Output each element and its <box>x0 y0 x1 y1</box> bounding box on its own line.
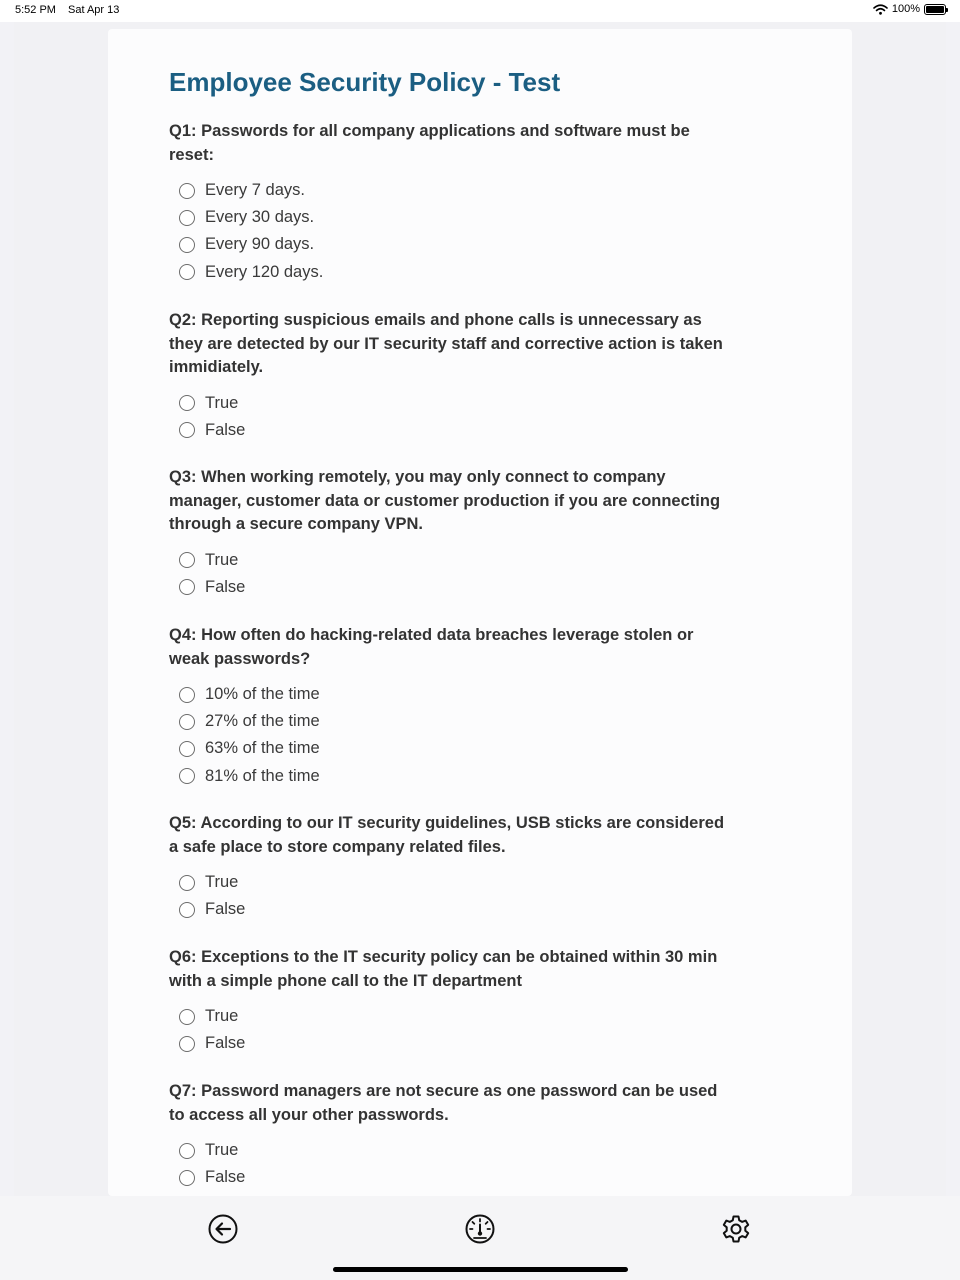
back-button[interactable] <box>206 1212 240 1246</box>
question-text: Q6: Exceptions to the IT security policy can be obtained within 30 min with a simple phone call to the IT department <box>169 948 718 990</box>
question-5 <box>169 812 729 923</box>
radio-button[interactable] <box>179 422 195 438</box>
dashboard-gauge-icon <box>464 1213 496 1245</box>
battery-percentage: 100% <box>891 3 920 15</box>
question-4 <box>169 624 729 790</box>
option-label: False <box>205 1168 246 1187</box>
question-text: Q1: Passwords for all company applications and software must be reset: <box>169 122 690 164</box>
option-label: Every 7 days. <box>205 181 305 200</box>
radio-button[interactable] <box>179 1036 195 1052</box>
option-label: True <box>205 873 239 892</box>
answer-option[interactable] <box>169 896 729 923</box>
answer-option[interactable] <box>169 231 729 258</box>
answer-option[interactable] <box>169 177 729 204</box>
radio-button[interactable] <box>179 183 195 199</box>
radio-button[interactable] <box>179 579 195 595</box>
radio-button[interactable] <box>179 1170 195 1186</box>
question-text: Q3: When working remotely, you may only connect to company manager, customer data or customer production if you are connecting through a secure company VPN. <box>169 468 721 533</box>
option-label: 27% of the time <box>205 712 320 731</box>
answer-option[interactable] <box>169 1030 729 1057</box>
radio-button[interactable] <box>179 395 195 411</box>
radio-button[interactable] <box>179 237 195 253</box>
status-time: 5:52 PM <box>15 4 56 16</box>
question-7 <box>169 1080 729 1191</box>
answer-option[interactable] <box>169 390 729 417</box>
option-label: True <box>205 550 239 569</box>
option-label: 10% of the time <box>205 685 320 704</box>
answer-option[interactable] <box>169 204 729 231</box>
settings-button[interactable] <box>719 1212 753 1246</box>
question-text: Q2: Reporting suspicious emails and phone calls is unnecessary as they are detected by our IT security staff and corrective action is taken immidiately. <box>169 311 723 376</box>
answer-option[interactable] <box>169 763 729 790</box>
question-1 <box>169 120 729 286</box>
option-label: False <box>205 1034 246 1053</box>
answer-option[interactable] <box>169 869 729 896</box>
option-label: True <box>205 393 239 412</box>
wifi-icon <box>873 4 888 15</box>
option-label: Every 120 days. <box>205 262 324 281</box>
answer-option[interactable] <box>169 735 729 762</box>
radio-button[interactable] <box>179 875 195 891</box>
option-label: Every 30 days. <box>205 208 315 227</box>
option-label: True <box>205 1007 239 1026</box>
option-label: False <box>205 900 246 919</box>
question-6 <box>169 946 729 1057</box>
option-label: 81% of the time <box>205 766 320 785</box>
answer-options <box>169 390 729 444</box>
radio-button[interactable] <box>179 264 195 280</box>
option-label: 63% of the time <box>205 739 320 758</box>
question-text: Q5: According to our IT security guidelines, USB sticks are considered a safe place to store company related files. <box>169 814 725 856</box>
answer-option[interactable] <box>169 259 729 286</box>
answer-option[interactable] <box>169 1164 729 1191</box>
battery-icon <box>924 4 946 15</box>
answer-options <box>169 681 729 790</box>
answer-options <box>169 547 729 601</box>
question-2 <box>169 309 729 444</box>
radio-button[interactable] <box>179 714 195 730</box>
option-label: False <box>205 420 246 439</box>
quiz-card <box>108 29 852 1196</box>
answer-options <box>169 177 729 286</box>
question-text: Q7: Password managers are not secure as one password can be used to access all your other passwords. <box>169 1082 718 1124</box>
radio-button[interactable] <box>179 768 195 784</box>
question-3 <box>169 466 729 601</box>
radio-button[interactable] <box>179 687 195 703</box>
page-title: Employee Security Policy - Test <box>169 67 561 97</box>
settings-gear-icon <box>720 1213 752 1245</box>
option-label: True <box>205 1141 239 1160</box>
dashboard-button[interactable] <box>463 1212 497 1246</box>
radio-button[interactable] <box>179 210 195 226</box>
back-arrow-icon <box>207 1213 239 1245</box>
answer-option[interactable] <box>169 1137 729 1164</box>
option-label: Every 90 days. <box>205 235 315 254</box>
radio-button[interactable] <box>179 1009 195 1025</box>
option-label: False <box>205 577 246 596</box>
status-bar <box>0 0 960 22</box>
answer-option[interactable] <box>169 574 729 601</box>
status-indicators <box>873 3 946 15</box>
answer-options <box>169 869 729 923</box>
answer-option[interactable] <box>169 1003 729 1030</box>
answer-option[interactable] <box>169 708 729 735</box>
question-text: Q4: How often do hacking-related data breaches leverage stolen or weak passwords? <box>169 626 694 668</box>
status-date: Sat Apr 13 <box>68 4 120 16</box>
radio-button[interactable] <box>179 552 195 568</box>
home-indicator[interactable] <box>333 1267 628 1272</box>
radio-button[interactable] <box>179 741 195 757</box>
answer-options <box>169 1003 729 1057</box>
answer-option[interactable] <box>169 417 729 444</box>
answer-option[interactable] <box>169 547 729 574</box>
radio-button[interactable] <box>179 1143 195 1159</box>
answer-options <box>169 1137 729 1191</box>
radio-button[interactable] <box>179 902 195 918</box>
answer-option[interactable] <box>169 681 729 708</box>
